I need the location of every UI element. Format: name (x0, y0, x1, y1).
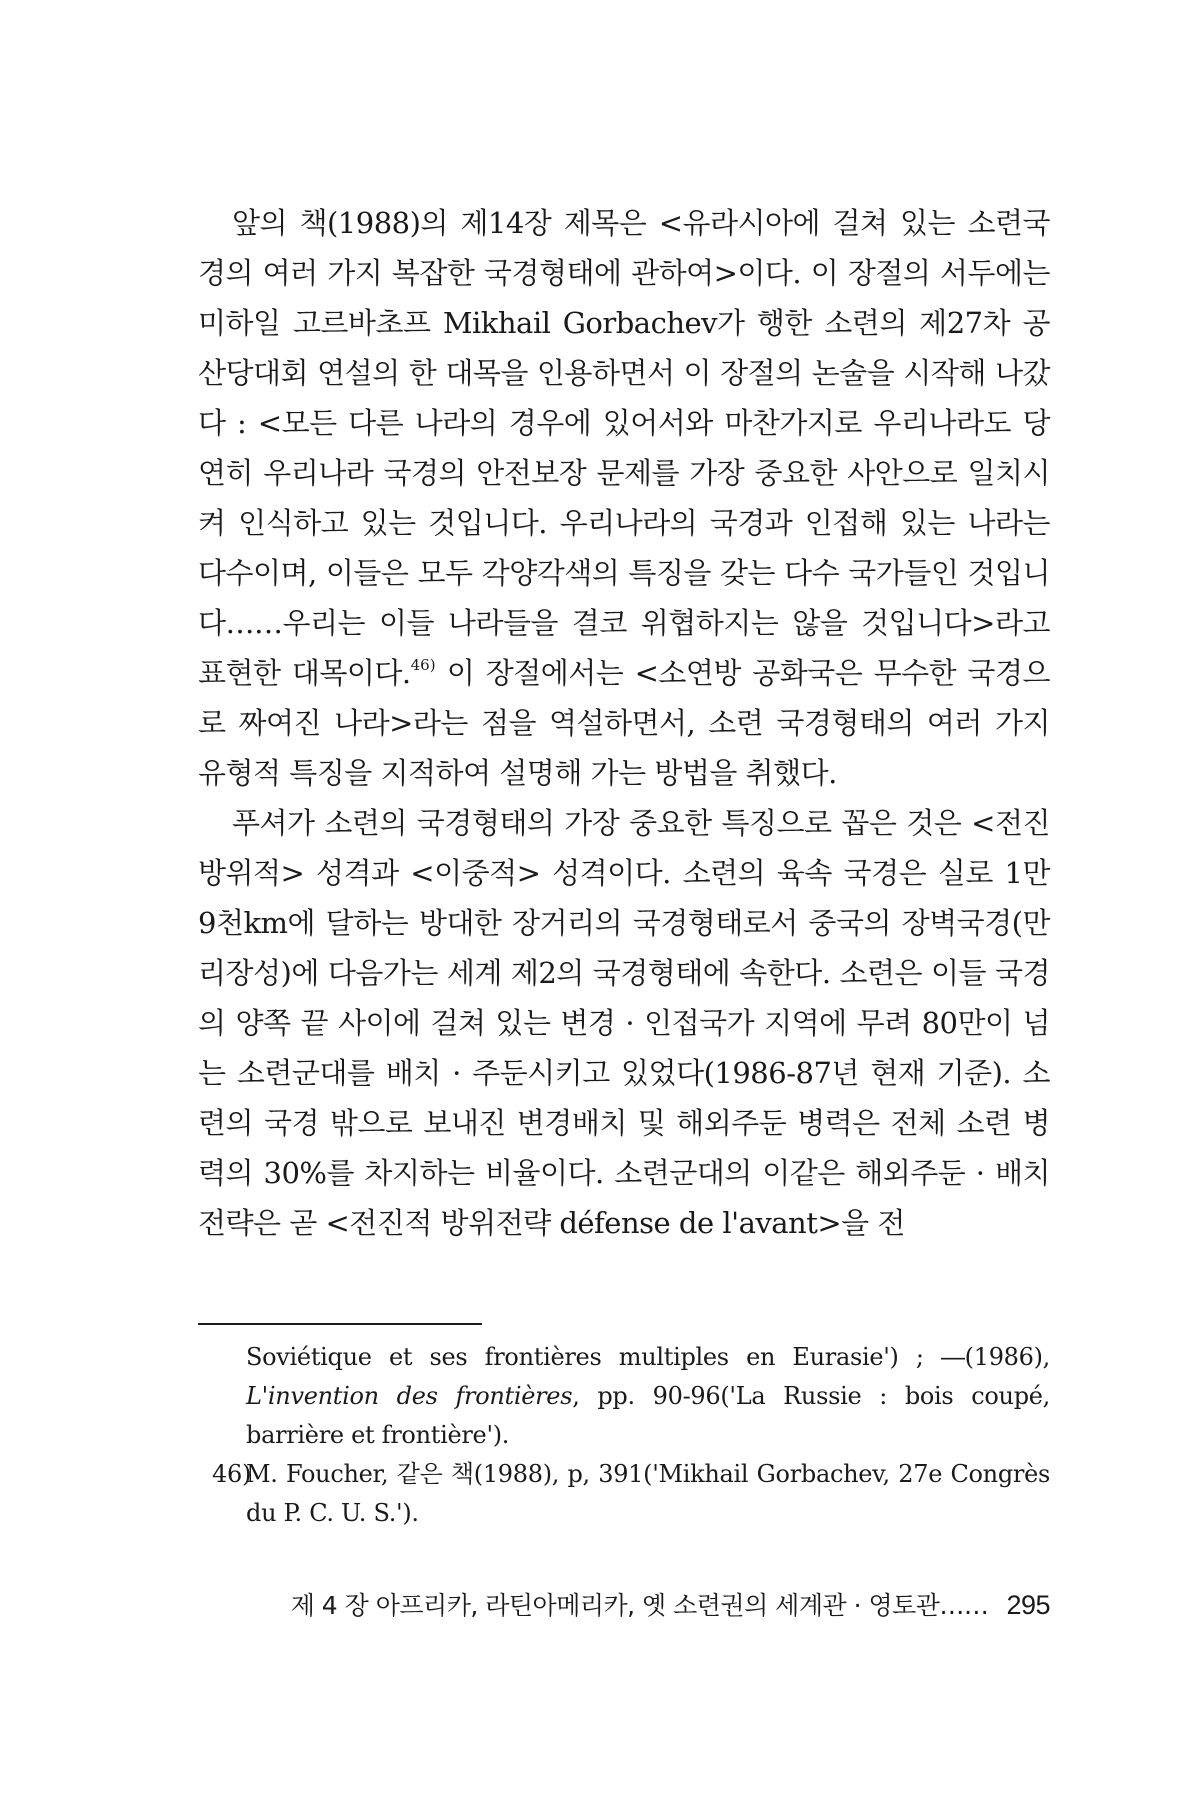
body-text (198, 198, 1050, 1248)
footnote-book-title: L'invention des frontières (246, 1382, 573, 1410)
footnotes (198, 1338, 1050, 1533)
paragraph-1-text-continued: 이 장절에서는 <소연방 공화국은 무수한 국경으로 짜여진 나라>라는 점을 역설하면서, 소련 국경형태의 여러 가지 유형적 특징을 지적하여 설명해 가는 방법을 취했다. (198, 656, 1050, 790)
paragraph-1 (198, 198, 1050, 798)
footnote-continued (198, 1338, 1050, 1455)
paragraph-1-text: 앞의 책(1988)의 제14장 제목은 <유라시아에 걸쳐 있는 소련국경의 여러 가지 복잡한 국경형태에 관하여>이다. 이 장절의 서두에는 미하일 고르바초프 Mikhail Gorbachev가 행한 소련의 제27차 공산당대회 연설의 한 대목을 인용하면서 이 장절의 논술을 시작해 나갔다 : <모든 다른 나라의 경우에 있어서와 마찬가지로 우리나라도 당연히 우리나라 국경의 안전보장 문제를 가장 중요한 사안으로 일치시켜 인식하고 있는 것입니다. 우리나라의 국경과 인접해 있는 나라는 다수이며, 이들은 모두 각양각색의 특징을 갖는 다수 국가들인 것입니다……우리는 이들 나라들을 결코 위협하지는 않을 것입니다>라고 표현한 대목이다. (198, 206, 1050, 690)
running-footer (198, 1587, 1050, 1624)
footnote-continued-text: Soviétique et ses frontières multiples en Eurasie') ; ―(1986), (246, 1343, 1050, 1371)
footnote-reference-46[interactable]: 46) (410, 656, 436, 674)
footnote-46-number: 46) (212, 1460, 252, 1488)
footnote-separator-rule (198, 1323, 482, 1325)
footnote-46 (198, 1455, 1050, 1533)
footnote-continued-text-end: , pp. 90-96('La Russie : bois coupé, barrière et frontière'). (246, 1382, 1050, 1449)
page-number: 295 (1006, 1590, 1050, 1620)
footnote-46-text: M. Foucher, 같은 책(1988), p, 391('Mikhail Gorbachev, 27e Congrès du P. C. U. S.'). (246, 1460, 1050, 1527)
footer-chapter-title: 제 4 장 아프리카, 라틴아메리카, 옛 소련권의 세계관 · 영토관…… (290, 1591, 989, 1620)
paragraph-2: 푸셔가 소련의 국경형태의 가장 중요한 특징으로 꼽은 것은 <전진방위적> 성격과 <이중적> 성격이다. 소련의 육속 국경은 실로 1만 9천km에 달하는 방대한 장거리의 국경형태로서 중국의 장벽국경(만리장성)에 다음가는 세계 제2의 국경형태에 속한다. 소련은 이들 국경의 양쪽 끝 사이에 걸쳐 있는 변경 · 인접국가 지역에 무려 80만이 넘는 소련군대를 배치 · 주둔시키고 있었다(1986-87년 현재 기준). 소련의 국경 밖으로 보내진 변경배치 및 해외주둔 병력은 전체 소련 병력의 30%를 차지하는 비율이다. 소련군대의 이같은 해외주둔 · 배치전략은 곧 <전진적 방위전략 défense de l'avant>을 전 (198, 806, 1050, 1240)
